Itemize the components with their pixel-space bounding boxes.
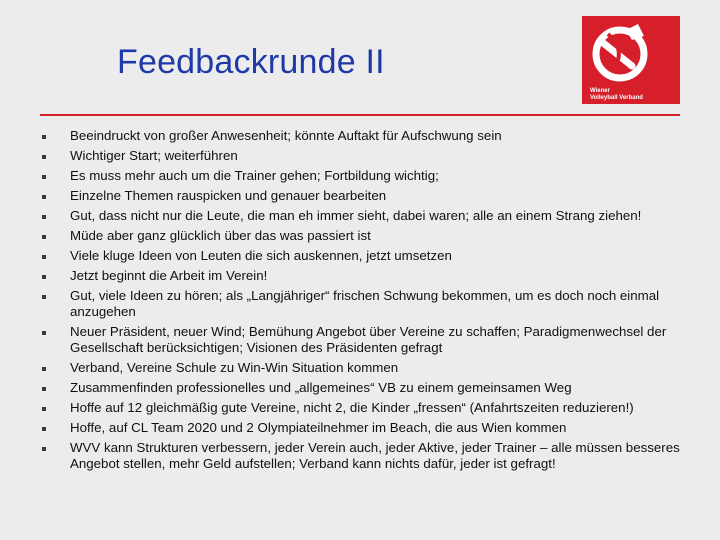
bullet-text: Gut, viele Ideen zu hören; als „Langjähriger“ frischen Schwung bekommen, um es doch noch einmal anzugehen [70, 288, 660, 319]
title-divider [40, 114, 680, 116]
bullet-marker-icon [42, 447, 46, 451]
bullet-item [40, 268, 690, 284]
bullet-item [40, 440, 690, 472]
bullet-marker-icon [42, 387, 46, 391]
bullet-text: Verband, Vereine Schule zu Win-Win Situation kommen [70, 360, 399, 375]
bullet-marker-icon [42, 275, 46, 279]
bullet-text: Neuer Präsident, neuer Wind; Bemühung Angebot über Vereine zu schaffen; Paradigmenwechsel der Gesellschaft berücksichtigen; Visionen des Präsidenten gefragt [70, 324, 667, 355]
bullet-item [40, 188, 690, 204]
bullet-marker-icon [42, 215, 46, 219]
bullet-item [40, 360, 690, 376]
bullet-marker-icon [42, 175, 46, 179]
logo-line-2: Volleyball Verband [590, 95, 643, 101]
bullet-text: Jetzt beginnt die Arbeit im Verein! [70, 268, 268, 283]
bullet-item [40, 420, 690, 436]
bullet-item [40, 128, 690, 144]
bullet-text: WVV kann Strukturen verbessern, jeder Verein auch, jeder Aktive, jeder Trainer – alle müssen besseres Angebot stellen, mehr Geld aufstellen; Verband kann nichts dafür, jeder ist gefragt! [70, 440, 680, 471]
bullet-list [40, 128, 690, 476]
bullet-item [40, 380, 690, 396]
bullet-marker-icon [42, 235, 46, 239]
bullet-text: Einzelne Themen rauspicken und genauer bearbeiten [70, 188, 387, 203]
bullet-item [40, 400, 690, 416]
bullet-marker-icon [42, 135, 46, 139]
bullet-marker-icon [42, 155, 46, 159]
bullet-item [40, 324, 690, 356]
bullet-text: Es muss mehr auch um die Trainer gehen; Fortbildung wichtig; [70, 168, 439, 183]
bullet-marker-icon [42, 367, 46, 371]
bullet-marker-icon [42, 295, 46, 299]
bullet-marker-icon [42, 331, 46, 335]
logo [582, 16, 680, 104]
bullet-text: Müde aber ganz glücklich über das was passiert ist [70, 228, 371, 243]
bullet-marker-icon [42, 255, 46, 259]
bullet-text: Wichtiger Start; weiterführen [70, 148, 238, 163]
logo-line-1: Wiener [590, 88, 610, 94]
bullet-text: Hoffe, auf CL Team 2020 und 2 Olympiateilnehmer im Beach, die aus Wien kommen [70, 420, 567, 435]
bullet-text: Viele kluge Ideen von Leuten die sich auskennen, jetzt umsetzen [70, 248, 452, 263]
bullet-item [40, 148, 690, 164]
slide-title: Feedbackrunde II [117, 43, 385, 81]
bullet-text: Zusammenfinden professionelles und „allgemeines“ VB zu einem gemeinsamen Weg [70, 380, 572, 395]
bullet-item [40, 288, 690, 320]
bullet-item [40, 248, 690, 264]
bullet-item [40, 168, 690, 184]
bullet-text: Hoffe auf 12 gleichmäßig gute Vereine, nicht 2, die Kinder „fressen“ (Anfahrtszeiten reduzieren!) [70, 400, 634, 415]
bullet-text: Gut, dass nicht nur die Leute, die man eh immer sieht, dabei waren; alle an einem Strang ziehen! [70, 208, 642, 223]
bullet-marker-icon [42, 427, 46, 431]
bullet-item [40, 228, 690, 244]
bullet-marker-icon [42, 195, 46, 199]
bullet-text: Beeindruckt von großer Anwesenheit; könnte Auftakt für Aufschwung sein [70, 128, 502, 143]
bullet-marker-icon [42, 407, 46, 411]
volleyball-logo-icon [582, 16, 680, 88]
logo-text [590, 88, 643, 102]
bullet-item [40, 208, 690, 224]
